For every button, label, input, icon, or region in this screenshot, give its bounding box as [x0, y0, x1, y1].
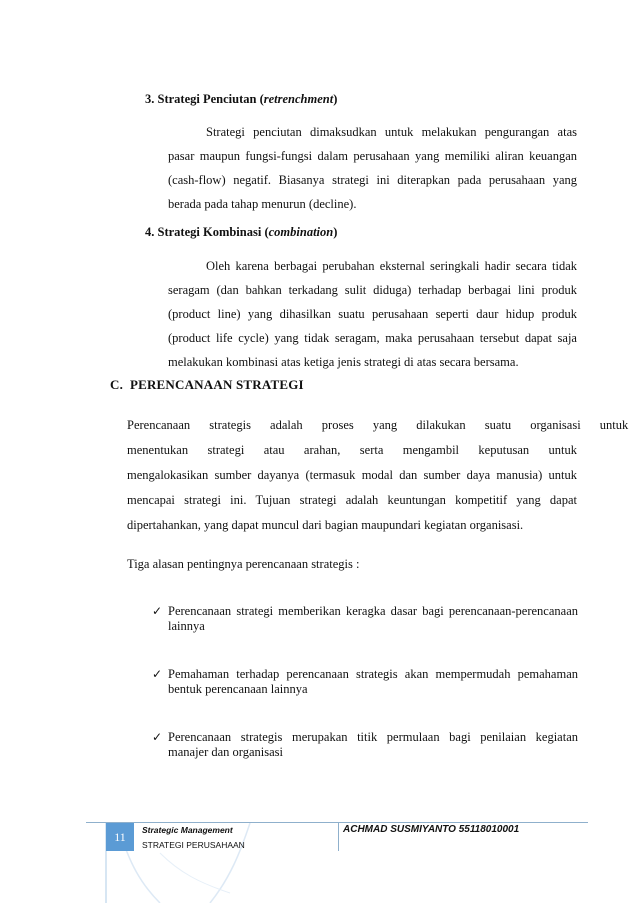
reason-2-line-2: bentuk perencanaan lainnya — [168, 682, 308, 696]
reasons-intro: Tiga alasan pentingnya perencanaan strategis : — [127, 557, 360, 571]
item4-title: Strategi Kombinasi — [157, 225, 262, 239]
checkmark-icon: ✓ — [152, 604, 163, 618]
section-c-line-4: mencapai strategi ini. Tujuan strategi adalah keuntungan kompetitif yang dapat — [127, 493, 577, 507]
section-c-line-5: dipertahankan, yang dapat muncul dari bagian maupundari kegiatan organisasi. — [127, 518, 524, 532]
section-c-paragraph — [127, 413, 629, 538]
item4-paragraph — [168, 254, 577, 374]
item4-line-4: (product life cycle) yang tidak seragam, maka perusahaan tersebut dapat saja — [168, 331, 577, 345]
footer-author: ACHMAD SUSMIYANTO 55118010001 — [343, 824, 520, 835]
reason-1-line-1: Perencanaan strategi memberikan keragka dasar bagi perencanaan-perencanaan — [168, 604, 578, 618]
section-c-line-2: menentukan strategi atau arahan, serta mengambil keputusan untuk — [127, 443, 577, 457]
reason-3-line-2: manajer dan organisasi — [168, 745, 284, 759]
item4-line-1: Oleh karena berbagai perubahan eksternal seringkali hadir secara tidak — [206, 259, 577, 273]
checkmark-icon: ✓ — [152, 667, 163, 681]
item4-heading: 4. Strategi Kombinasi (combination) — [145, 225, 338, 239]
footer-divider — [338, 823, 339, 851]
footer-course — [142, 823, 245, 853]
item3-line-4: berada pada tahap menurun (decline). — [168, 197, 357, 211]
item3-line-1: Strategi penciutan dimaksudkan untuk melakukan pengurangan atas — [206, 125, 577, 139]
item3-heading: 3. Strategi Penciutan (retrenchment) — [145, 92, 338, 106]
item4-line-2: seragam (dan bahkan terkadang sulit diduga) terhadap berbagai lini produk — [168, 283, 577, 297]
reason-3-line-1: Perencanaan strategis merupakan titik permulaan bagi penilaian kegiatan — [168, 730, 578, 744]
item3-line-2: pasar maupun fungsi-fungsi dalam perusahaan yang memiliki aliran keuangan — [168, 149, 577, 163]
section-c-line-1: Perencanaan strategis adalah proses yang dilakukan suatu organisasi untuk — [127, 418, 629, 432]
reason-2-line-1: Pemahaman terhadap perencanaan strategis akan mempermudah pemahaman — [168, 667, 578, 681]
item4-term: combination — [268, 225, 334, 239]
page-number: 11 — [106, 823, 134, 851]
footer-course-title: Strategic Management — [142, 825, 233, 835]
reason-1-line-2: lainnya — [168, 619, 205, 633]
checkmark-icon: ✓ — [152, 730, 163, 744]
item3-line-3: (cash-flow) negatif. Biasanya strategi ini diterapkan pada perusahaan yang — [168, 173, 577, 187]
footer-course-subtitle: STRATEGI PERUSAHAAN — [142, 840, 245, 850]
item4-line-5: melakukan kombinasi atas ketiga jenis strategi di atas secara bersama. — [168, 355, 519, 369]
item4-line-3: (product line) yang dihasilkan suatu perusahaan seperti daur hidup produk — [168, 307, 577, 321]
item3-term: retrenchment — [263, 92, 334, 106]
section-c-heading: C. PERENCANAAN STRATEGI — [110, 377, 304, 392]
item4-number: 4. — [145, 225, 155, 239]
item3-number: 3. — [145, 92, 155, 106]
section-c-line-3: mengalokasikan sumber dayanya (termasuk modal dan sumber daya manusia) untuk — [127, 468, 577, 482]
item3-paragraph — [168, 120, 577, 216]
item3-title: Strategi Penciutan — [157, 92, 257, 106]
